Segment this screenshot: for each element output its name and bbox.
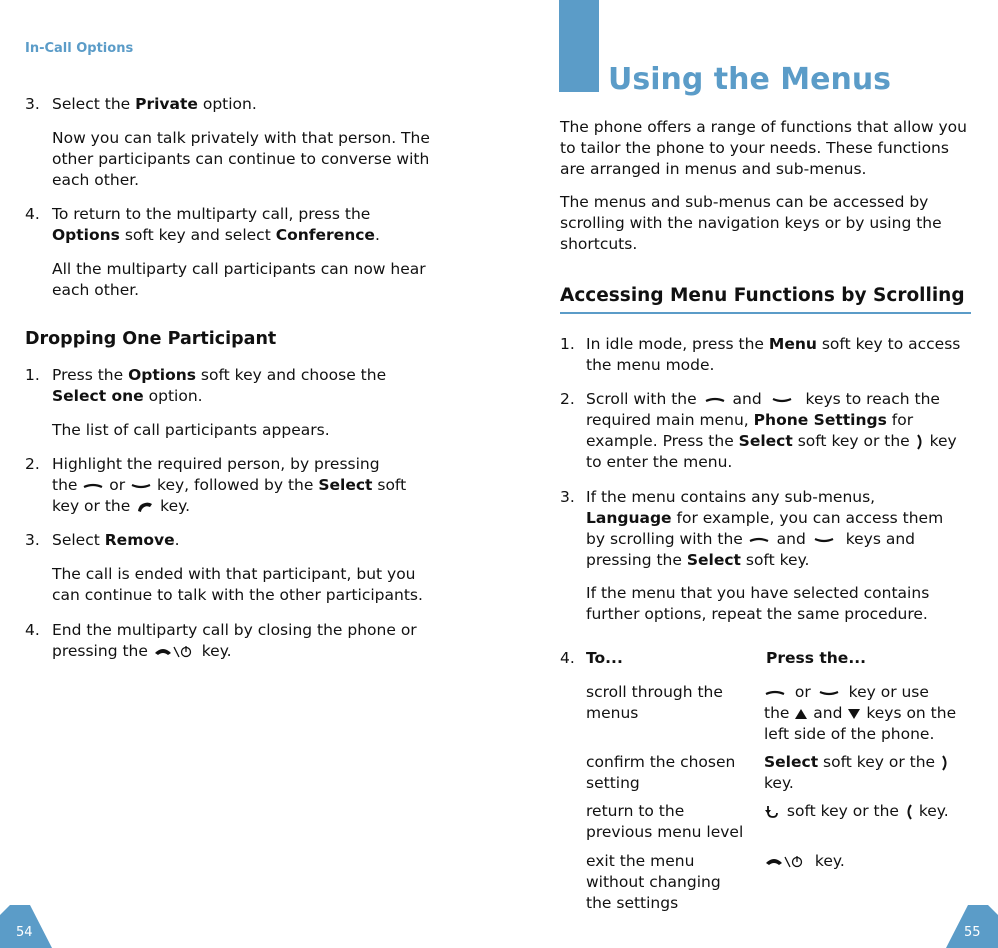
step-text: Scroll with the and keys to reach the xyxy=(586,390,940,408)
step-number: 3. xyxy=(25,531,40,549)
step-text: Language for example, you can access them xyxy=(586,509,944,527)
intro-text: are arranged in menus and sub-menus. xyxy=(560,160,867,178)
step-number: 4. xyxy=(25,205,40,223)
table-cell-to: return to the xyxy=(586,802,685,820)
step-text: Highlight the required person, by pressing xyxy=(52,455,380,473)
step-text: To return to the multiparty call, press the xyxy=(52,205,371,223)
step-text: to enter the menu. xyxy=(586,453,733,471)
intro-text: scrolling with the navigation keys or by using the xyxy=(560,214,942,232)
section-rule xyxy=(560,312,971,314)
page-title: Using the Menus xyxy=(608,62,892,97)
end-power-key-icon xyxy=(764,855,810,869)
table-cell-to: the settings xyxy=(586,894,679,912)
table-cell-press: the and keys on the xyxy=(764,704,957,722)
step-text: Press the Options soft key and choose the xyxy=(52,366,387,384)
send-key-icon xyxy=(135,500,155,514)
page-number: 54 xyxy=(16,925,33,940)
table-cell-press: left side of the phone. xyxy=(764,725,935,743)
table-cell-press: key. xyxy=(764,774,794,792)
step-number: 4. xyxy=(25,621,40,639)
running-header: In-Call Options xyxy=(25,41,134,56)
step-number: 2. xyxy=(560,390,575,408)
right-soft-key-icon xyxy=(940,755,950,771)
step-desc: each other. xyxy=(52,171,140,189)
section-heading: Accessing Menu Functions by Scrolling xyxy=(560,285,965,306)
step-number: 4. xyxy=(560,649,575,667)
table-cell-to: without changing xyxy=(586,873,721,891)
back-arrow-icon xyxy=(764,804,782,820)
step-desc: If the menu that you have selected contains xyxy=(586,584,930,602)
step-text: the or key, followed by the Select soft xyxy=(52,476,407,494)
page-number: 55 xyxy=(964,925,981,940)
table-cell-to: scroll through the xyxy=(586,683,723,701)
title-bar-accent xyxy=(559,0,599,92)
up-key-icon xyxy=(702,395,728,405)
step-desc: can continue to talk with the other participants. xyxy=(52,586,423,604)
table-cell-to: exit the menu xyxy=(586,852,695,870)
intro-text: The menus and sub-menus can be accessed by xyxy=(560,193,929,211)
step-text: required main menu, Phone Settings for xyxy=(586,411,914,429)
step-desc: each other. xyxy=(52,281,140,299)
step-text: Options soft key and select Conference. xyxy=(52,226,380,244)
volume-down-icon xyxy=(847,708,861,720)
step-text: example. Press the Select soft key or the key xyxy=(586,432,957,450)
table-cell-to: confirm the chosen xyxy=(586,753,736,771)
up-key-icon xyxy=(748,535,772,545)
step-text: Select Remove. xyxy=(52,531,180,549)
up-key-icon xyxy=(764,688,790,698)
step-text: key or the key. xyxy=(52,497,190,515)
table-cell-press: Select soft key or the xyxy=(764,752,950,773)
table-cell-press: or key or use xyxy=(764,682,929,703)
step-desc: other participants can continue to converse with xyxy=(52,150,430,168)
table-cell-press: key. xyxy=(764,851,845,872)
down-key-icon xyxy=(816,688,844,698)
step-number: 3. xyxy=(560,488,575,506)
step-desc: The call is ended with that participant, but you xyxy=(52,565,416,583)
end-power-key-icon xyxy=(153,645,197,659)
down-key-icon xyxy=(811,535,841,545)
step-text: pressing the key. xyxy=(52,642,232,660)
table-cell-to: previous menu level xyxy=(586,823,744,841)
step-number: 1. xyxy=(560,335,575,353)
step-text: In idle mode, press the Menu soft key to access xyxy=(586,335,961,353)
down-key-icon xyxy=(130,481,152,491)
step-text: pressing the Select soft key. xyxy=(586,551,810,569)
step-text: End the multiparty call by closing the phone or xyxy=(52,621,417,639)
step-text: Select the Private option. xyxy=(52,95,257,113)
section-heading: Dropping One Participant xyxy=(25,329,277,349)
step-desc: The list of call participants appears. xyxy=(52,421,330,439)
table-header-to: To... xyxy=(586,649,623,667)
step-desc: Now you can talk privately with that person. The xyxy=(52,129,430,147)
table-cell-to: setting xyxy=(586,774,640,792)
step-text: If the menu contains any sub-menus, xyxy=(586,488,876,506)
volume-up-icon xyxy=(794,708,808,720)
table-cell-press: soft key or the key. xyxy=(764,801,949,822)
step-number: 2. xyxy=(25,455,40,473)
step-text: Select one option. xyxy=(52,387,203,405)
intro-text: to tailor the phone to your needs. These functions xyxy=(560,139,949,157)
right-soft-key-icon xyxy=(915,434,925,450)
left-soft-key-icon xyxy=(904,804,914,820)
step-number: 3. xyxy=(25,95,40,113)
step-text: the menu mode. xyxy=(586,356,715,374)
down-key-icon xyxy=(767,395,801,405)
table-header-press: Press the... xyxy=(766,649,866,667)
table-cell-to: menus xyxy=(586,704,639,722)
step-number: 1. xyxy=(25,366,40,384)
up-key-icon xyxy=(82,481,104,491)
step-text: by scrolling with the and keys and xyxy=(586,530,915,548)
intro-text: The phone offers a range of functions that allow you xyxy=(560,118,967,136)
intro-text: shortcuts. xyxy=(560,235,638,253)
step-desc: All the multiparty call participants can now hear xyxy=(52,260,426,278)
step-desc: further options, repeat the same procedure. xyxy=(586,605,928,623)
